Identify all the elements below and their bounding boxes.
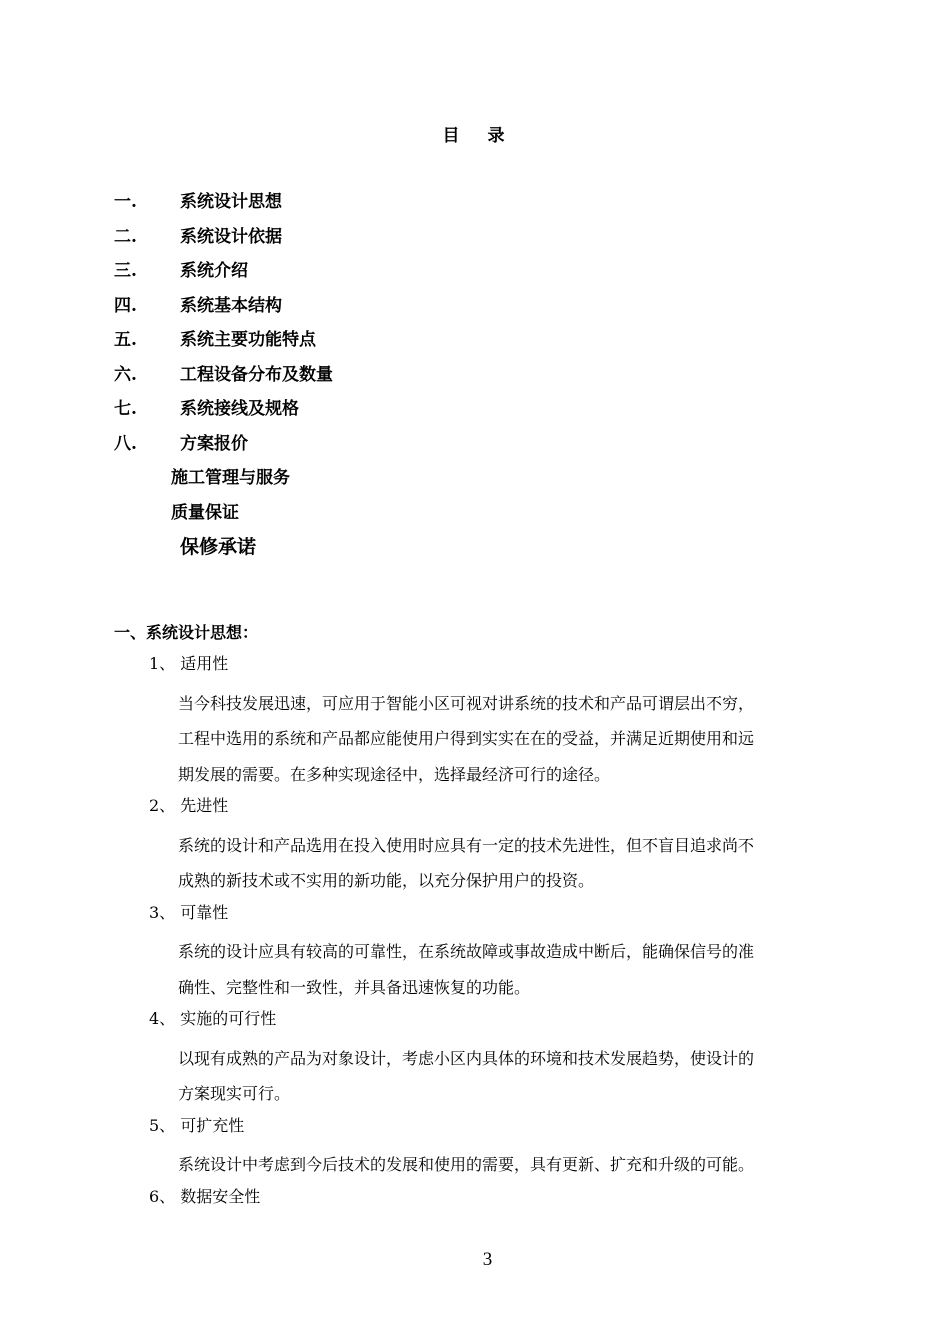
toc-item-number: 七.: [114, 399, 137, 419]
paragraph-line: 以现有成熟的产品为对象设计，考虑小区内具体的环境和技术发展趋势，使设计的: [178, 1048, 755, 1068]
item-paragraph: [114, 1041, 874, 1112]
toc-item-label: 系统设计思想: [180, 192, 282, 212]
section-body: [114, 650, 874, 1218]
toc-sub-item: 保修承诺: [180, 536, 257, 558]
section-heading: 一、系统设计思想：: [114, 623, 259, 642]
item-title: 5、 可扩充性: [149, 1115, 245, 1135]
toc-item: [114, 328, 333, 363]
toc-item: [114, 363, 333, 398]
toc-item-number: 五.: [114, 330, 137, 350]
toc-item: [114, 397, 333, 432]
item-title: 6、 数据安全性: [149, 1186, 261, 1206]
item-paragraph: [114, 828, 874, 899]
toc-item-number: 六.: [114, 364, 137, 385]
paragraph-line: 系统的设计和产品选用在投入使用时应具有一定的技术先进性，但不盲目追求尚不: [178, 835, 755, 855]
toc-sub-item: 质量保证: [171, 502, 239, 523]
paragraph-line: 成熟的新技术或不实用的新功能，以充分保护用户的投资。: [178, 871, 595, 890]
paragraph-line: 系统设计中考虑到今后技术的发展和使用的需要，具有更新、扩充和升级的可能。: [178, 1155, 755, 1174]
toc-item-label: 系统基本结构: [180, 295, 282, 316]
item-paragraph: [114, 686, 874, 793]
table-of-contents: [114, 190, 333, 570]
item-paragraph: [114, 934, 874, 1005]
paragraph-line: 确性、完整性和一致性，并具备迅速恢复的功能。: [178, 977, 531, 997]
toc-item: [114, 225, 333, 260]
toc-item-number: 二.: [114, 226, 137, 247]
item-title: 1、 适用性: [149, 654, 229, 673]
toc-item-number: 八.: [114, 433, 137, 454]
toc-item-label: 方案报价: [180, 433, 248, 454]
paragraph-line: 方案现实可行。: [178, 1084, 291, 1103]
toc-item: [114, 259, 333, 294]
toc-item-label: 系统接线及规格: [180, 399, 299, 419]
toc-item-label: 系统设计依据: [180, 226, 282, 247]
toc-item-number: 三.: [114, 261, 137, 281]
item-title: 4、 实施的可行性: [149, 1009, 277, 1028]
paragraph-line: 当今科技发展迅速，可应用于智能小区可视对讲系统的技术和产品可谓层出不穷，: [178, 693, 755, 713]
toc-item-label: 系统介绍: [180, 261, 248, 281]
paragraph-line: 工程中选用的系统和产品都应能使用户得到实实在在的受益，并满足近期使用和远: [178, 729, 755, 748]
toc-item: [114, 294, 333, 329]
page-number: 3: [482, 1249, 493, 1270]
toc-sub-item: 施工管理与服务: [171, 468, 290, 488]
toc-item: [114, 432, 333, 467]
item-title: 2、 先进性: [149, 796, 229, 815]
toc-item-label: 工程设备分布及数量: [180, 364, 333, 385]
toc-item: [114, 190, 333, 225]
toc-item-label: 系统主要功能特点: [180, 330, 316, 350]
item-title: 3、 可靠性: [149, 902, 229, 922]
toc-item-number: 一.: [114, 192, 137, 212]
toc-item-number: 四.: [114, 295, 137, 316]
paragraph-line: 期发展的需要。在多种实现途径中，选择最经济可行的途径。: [178, 764, 611, 784]
toc-title: 目录: [442, 126, 533, 146]
paragraph-line: 系统的设计应具有较高的可靠性，在系统故障或事故造成中断后，能确保信号的准: [178, 942, 755, 961]
item-paragraph: [114, 1147, 874, 1183]
